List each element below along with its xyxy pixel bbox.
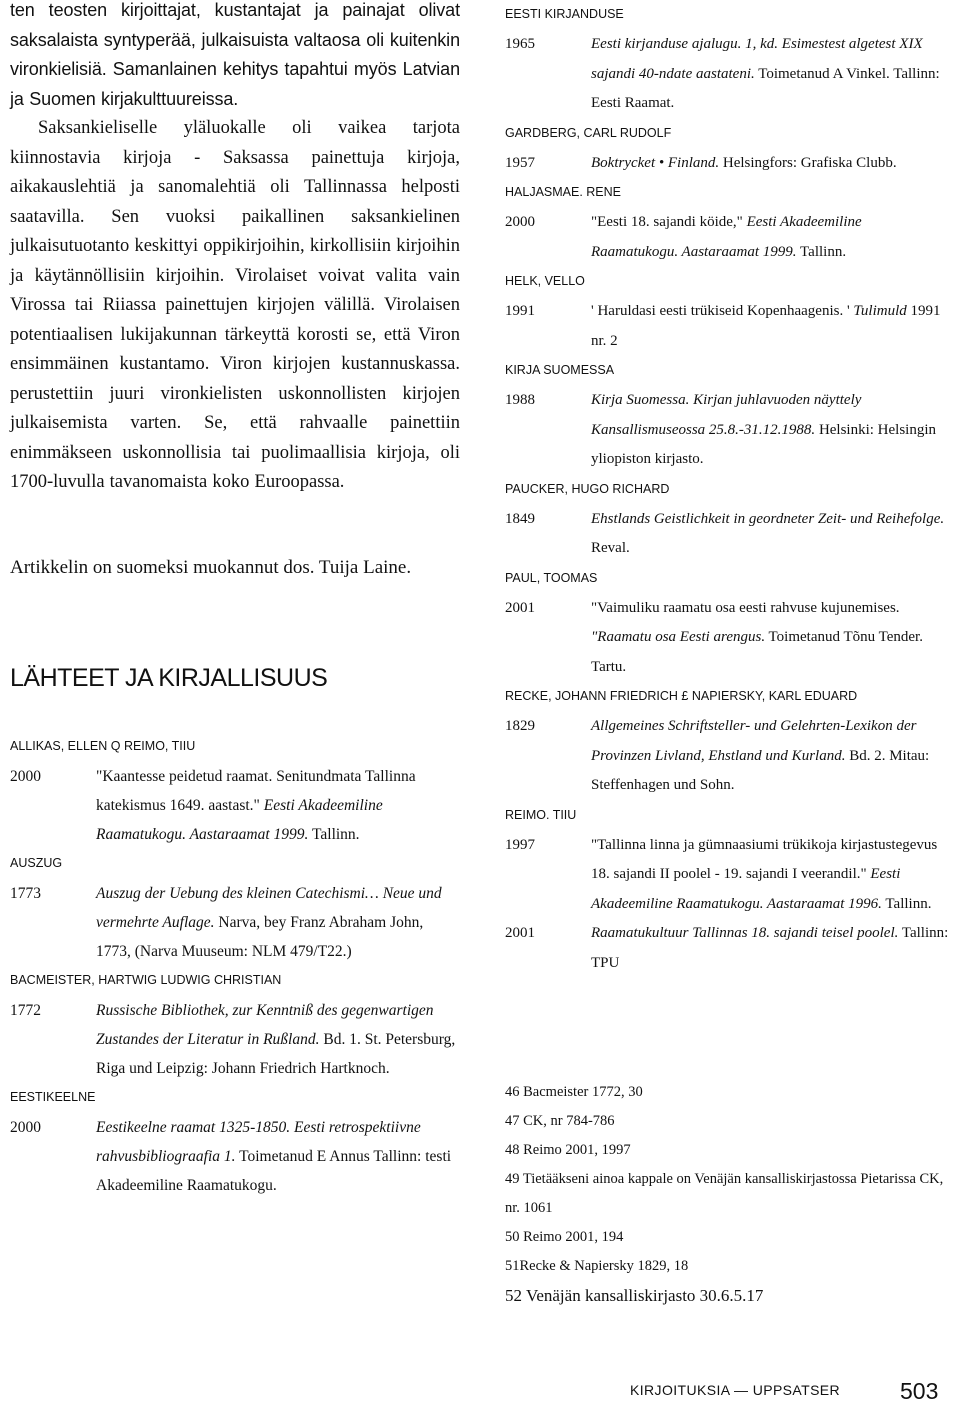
bib-author: HALJASMAE. RENE [505, 185, 622, 199]
bib-author: HELK, VELLO [505, 274, 585, 288]
bib-entry [10, 762, 460, 849]
bib-entry [505, 30, 950, 119]
footnote: 46 Bacmeister 1772, 30 [505, 1084, 643, 1100]
bib-entry [10, 996, 460, 1083]
bib-year: 1829 [505, 718, 535, 734]
bib-text-italic: Ehstlands Geistlichkeit in geordneter Zeit- und Reihefolge. [591, 510, 945, 527]
bib-entry [505, 712, 950, 801]
bib-year: 1997 [505, 836, 535, 853]
bib-text [96, 996, 460, 1083]
bib-group [505, 184, 950, 267]
bib-text [96, 879, 460, 966]
bib-text-italic: Eesti Akadeemiline Raamatukogu. Aastaraamat 1996. [591, 866, 901, 912]
bib-author: GARDBERG, CARL RUDOLF [505, 125, 672, 140]
bib-text-italic: Raamatukultuur Tallinnas 18. sajandi teisel poolel. [591, 925, 899, 941]
bib-text-italic: "Raamatu osa Eesti arengus. [591, 629, 766, 645]
bib-group [505, 807, 950, 979]
bib-text [96, 1113, 460, 1200]
bib-year: 1988 [505, 392, 535, 408]
body-paragraph-1: ten teosten kirjoittajat, kustantajat ja painajat olivat saksalaista syntyperää, julkaisuista valtaosa oli kuitenkin vironkielisiä. Samanlainen kehitys tapahtui myös Latvian ja Suomen kirjakulttuureissa. [10, 0, 460, 109]
bib-year: 1849 [505, 510, 535, 527]
bib-author: RECKE, JOHANN FRIEDRICH £ NAPIERSKY, KARL EDUARD [505, 689, 858, 703]
bib-author: ALLIKAS, ELLEN Q REIMO, TIIU [10, 739, 196, 753]
bib-text-tail: Reval. [591, 540, 630, 556]
bib-entry [505, 831, 950, 920]
running-footer: KIRJOITUKSIA — UPPSATSER [630, 1382, 841, 1398]
bibliography-right [505, 6, 950, 978]
bib-year: 2000 [10, 768, 41, 785]
bib-text-tail: Narva, bey Franz Abraham John, 1773, (Narva Muuseum: NLM 479/T22.) [96, 914, 424, 960]
bib-text-italic: Eesti Akadeemiline Raamatukogu. Aastaraamat 1999. [96, 797, 383, 843]
bib-text-tail: Tallinn. [796, 243, 847, 260]
bib-author: EESTI KIRJANDUSE [505, 7, 624, 21]
bib-text-tail: Toimetanud A Vinkel. Tallinn: Eesti Raamat. [591, 65, 940, 111]
footnote: 49 Tietääkseni ainoa kappale on Venäjän kansalliskirjastossa Pietarissa CK, nr. 1061 [505, 1171, 944, 1216]
bib-entry [10, 879, 460, 966]
body-text [10, 0, 460, 498]
bib-group [10, 1089, 460, 1200]
bib-text [96, 762, 460, 849]
bib-entry [505, 208, 950, 267]
bib-text-italic: Boktrycket • Finland. [591, 154, 720, 171]
bib-text-italic: Eesti Akadeemiline Raamatukogu. Aastaraamat 1999. [591, 214, 862, 260]
bib-year: 2001 [505, 925, 535, 941]
bib-author: KIRJA SUOMESSA [505, 363, 615, 377]
bib-author: PAUL, TOOMAS [505, 570, 598, 585]
bib-text [591, 297, 950, 356]
bib-author: REIMO. TIIU [505, 807, 577, 822]
bib-text [591, 919, 950, 978]
bib-entry [505, 149, 950, 179]
bib-year: 1772 [10, 1002, 41, 1019]
bib-author: PAUCKER, HUGO RICHARD [505, 481, 670, 496]
bib-group [10, 972, 460, 1083]
bib-group [10, 738, 460, 849]
bib-text-italic: Eestikeelne raamat 1325-1850. Eesti retrospektiivne rahvusbibliograafia 1. [96, 1119, 421, 1165]
bib-text-tail: Tallinn. [881, 895, 932, 912]
bib-text-italic: Eesti kirjanduse ajalugu. 1, kd. Esimestest algetest XIX sajandi 40-ndate aastateni. [591, 36, 923, 82]
bib-text-tail: 1991 nr. 2 [591, 303, 941, 349]
bib-author: AUSZUG [10, 856, 63, 870]
bib-text-plain: "Kaantesse peidetud raamat. Senitundmata Tallinna katekismus 1649. aastast." [96, 768, 416, 814]
bib-entry [505, 386, 950, 475]
bib-year: 1957 [505, 154, 535, 171]
bib-text [591, 208, 950, 267]
bib-entry [10, 1113, 460, 1200]
bib-text-italic: Kirja Suomessa. Kirjan juhlavuoden näyttely Kansallismuseossa 25.8.-31.12.1988. [591, 392, 862, 438]
bib-year: 1991 [505, 303, 535, 319]
bib-text-plain: "Tallinna linna ja gümnaasiumi trükikoja kirjastustegevus 18. sajandi II poolel - 19. sajandi I veerandil." [591, 836, 938, 882]
footnote: 47 CK, nr 784-786 [505, 1113, 615, 1129]
bib-author: EESTIKEELNE [10, 1090, 96, 1104]
bib-text-tail: Helsingfors: Grafiska Clubb. [719, 154, 897, 171]
bib-group [505, 273, 950, 356]
bib-entry [505, 505, 950, 564]
bib-year: 2000 [10, 1119, 41, 1136]
bib-year: 1965 [505, 36, 535, 52]
footnotes [505, 1078, 950, 1310]
bib-text [591, 831, 950, 920]
bib-text-tail: Helsinki: Helsingin yliopiston kirjasto. [591, 421, 937, 467]
bib-author: BACMEISTER, HARTWIG LUDWIG CHRISTIAN [10, 973, 282, 987]
bib-entry [505, 297, 950, 356]
bib-group [10, 855, 460, 966]
bib-text [591, 505, 950, 564]
bib-text-tail: Tallinn: TPU [591, 925, 949, 971]
bib-group [505, 481, 950, 564]
bib-text-italic: Russische Bibliothek, zur Kenntniß des gegenwartigen Zustandes der Literatur in Rußland. [96, 1002, 434, 1048]
bib-text [591, 712, 950, 801]
section-heading: LÄHTEET JA KIRJALLISUUS [10, 664, 328, 692]
bib-entry [505, 919, 950, 978]
bibliography-left [10, 738, 460, 1200]
bib-text [591, 594, 950, 683]
bib-text [591, 386, 950, 475]
bib-group [505, 362, 950, 475]
bib-text-plain: ' Haruldasi eesti trükiseid Kopenhaagenis. ' [591, 303, 854, 319]
bib-text-italic: Allgemeines Schriftsteller- und Gelehrten-Lexikon der Provinzen Livland, Ehstland und Kurland. [591, 718, 917, 764]
bib-text-tail: Bd. 1. St. Petersburg, Riga und Leipzig: Johann Friedrich Hartknoch. [96, 1031, 456, 1077]
translator-note: Artikkelin on suomeksi muokannut dos. Tuija Laine. [10, 557, 412, 578]
bib-text [591, 30, 950, 119]
footnote: 48 Reimo 2001, 1997 [505, 1142, 631, 1158]
bib-group [505, 125, 950, 179]
bib-text-italic: Auszug der Uebung des kleinen Catechismi… Neue und vermehrte Auflage. [96, 885, 442, 931]
footnote: 51Recke & Napiersky 1829, 18 [505, 1258, 689, 1274]
bib-group [505, 688, 950, 801]
bib-year: 2000 [505, 214, 535, 230]
bib-text-plain: "Vaimuliku raamatu osa eesti rahvuse kujunemises. [591, 599, 900, 616]
bib-text-italic: Tulimuld [853, 303, 907, 319]
bib-year: 2001 [505, 599, 535, 616]
bib-text-tail: Toimetanud Tõnu Tender. Tartu. [591, 629, 923, 675]
bib-group [505, 570, 950, 683]
bib-text-tail: Bd. 2. Mitau: Steffenhagen und Sohn. [591, 747, 930, 793]
bib-group [505, 6, 950, 119]
bib-year: 1773 [10, 885, 41, 902]
body-paragraph-2: Saksankieliselle yläluokalle oli vaikea tarjota kiinnostavia kirjoja - Saksassa painettuja kirjoja, aikakauslehtiä ja sanomalehtiä oli Tallinnassa helposti saatavilla. Sen vuoksi paikallinen saksankielinen julkaisutuotanto keskittyi oppikirjoihin, kirkollisiin kirjoihin ja käytännöllisiin kirjoihin. Virolaiset voivat valita vain Virossa tai Riiassa painettujen kirjojen välillä. Virolaisen potentiaalisen lukijakunnan tärkeyttä korosti se, että Viron ensimmäinen kustantamo. Viron kirjojen kustannuskassa. perustettiin juuri vironkielisten uskonnollisten kirjojen julkaisemista varten. Se, että rahvaalle painettiin enimmäkseen uskonnollisia tai puolimaallisia kirjoja, oli 1700-luvulla tavanomaista koko Euroopassa. [10, 118, 460, 492]
bib-text-tail: Toimetanud E Annus Tallinn: testi Akadeemiline Raamatukogu. [96, 1148, 452, 1194]
footnote: 50 Reimo 2001, 194 [505, 1229, 624, 1245]
bib-text-plain: "Eesti 18. sajandi köide," [591, 214, 747, 230]
footnote: 52 Venäjän kansalliskirjasto 30.6.5.17 [505, 1286, 764, 1305]
bib-text [591, 149, 950, 179]
bib-text-tail: Tallinn. [308, 826, 360, 843]
page-number: 503 [900, 1378, 939, 1404]
bib-entry [505, 594, 950, 683]
